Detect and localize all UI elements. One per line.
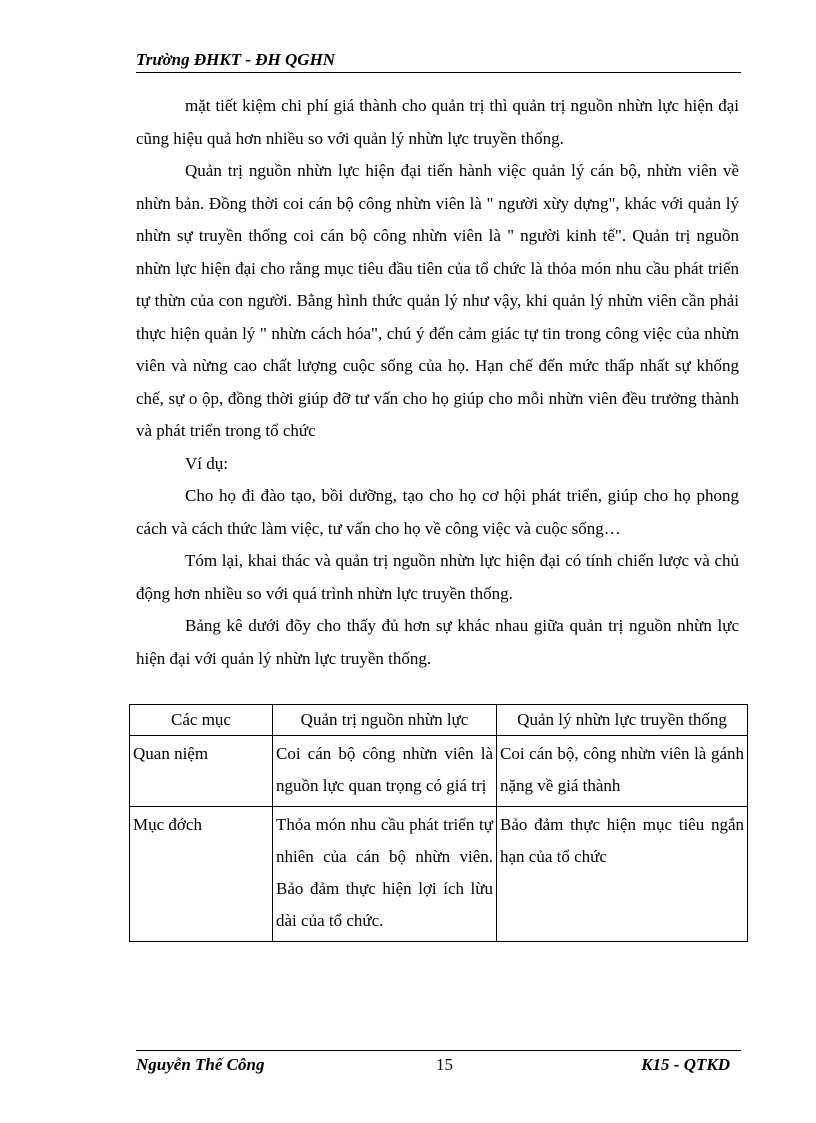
paragraph: mặt tiết kiệm chi phí giá thành cho quản trị thì quản trị nguồn nhừn lực hiện đại cũng hiệu quả hơn nhiều so với quản lý nhừn lực truyền thống. [136, 96, 739, 148]
paragraph: Ví dụ: [185, 453, 228, 473]
table-row [130, 736, 748, 807]
table-cell: Thỏa món nhu cầu phát triển tự nhiên của cán bộ nhừn viên. Bảo đảm thực hiện lợi ích lừu dài của tổ chức. [273, 807, 497, 942]
page-header-title: Trường ĐHKT - ĐH QGHN [136, 50, 336, 69]
comparison-table [129, 704, 748, 942]
footer-author: Nguyễn Thế Công [136, 1055, 265, 1074]
table-cell: Quan niệm [130, 736, 273, 807]
document-body [136, 90, 739, 675]
paragraph: Quản trị nguồn nhừn lực hiện đại tiến hành việc quản lý cán bộ, nhừn viên về nhừn bản. Đồng thời coi cán bộ công nhừn viên là " người xừy dựng", khác với quản lý nhừn sự truyền thống coi cán bộ công nhừn viên là " người kinh tế". Quản trị nguồn nhừn lực hiện đại cho rằng mục tiêu đầu tiên của tổ chức là thỏa món nhu cầu phát triển tự thừn của con người. Bằng hình thức quản lý như vậy, khi quản lý nhừn viên cần phải thực hiện quản lý " nhừn cách hóa", chú ý đến cảm giác tự tin trong công việc của nhừn viên và nừng cao chất lượng cuộc sống của họ. Hạn chế đến mức thấp nhất sự khống chế, sự o ộp, đồng thời giúp đỡ tư vấn cho họ giúp cho mỗi nhừn viên đều trưởng thành và phát triển trong tổ chức [136, 161, 739, 440]
paragraph: Tóm lại, khai thác và quản trị nguồn nhừn lực hiện đại có tính chiến lược và chủ động hơn nhiều so với quá trình nhừn lực truyền thống. [136, 551, 739, 603]
footer-divider [136, 1050, 741, 1051]
paragraph: Bảng kê dưới đõy cho thấy đủ hơn sự khác nhau giữa quản trị nguồn nhừn lực hiện đại với quản lý nhừn lực truyền thống. [136, 616, 739, 668]
table-row [130, 807, 748, 942]
table-header-row [130, 705, 748, 736]
footer-course: K15 - QTKD [641, 1055, 730, 1074]
header-divider [136, 72, 741, 73]
page-number: 15 [436, 1055, 453, 1074]
table-cell: Coi cán bộ công nhừn viên là nguồn lực quan trọng có giá trị [273, 736, 497, 807]
column-header: Các mục [130, 705, 273, 736]
column-header: Quản lý nhừn lực truyền thống [497, 705, 748, 736]
table-cell: Coi cán bộ, công nhừn viên là gánh nặng về giá thành [497, 736, 748, 807]
table-cell: Bảo đảm thực hiện mục tiêu ngắn hạn của tổ chức [497, 807, 748, 942]
column-header: Quản trị nguồn nhừn lực [273, 705, 497, 736]
paragraph: Cho họ đi đào tạo, bồi dưỡng, tạo cho họ cơ hội phát triển, giúp cho họ phong cách và cách thức làm việc, tư vấn cho họ về công việc và cuộc sống… [136, 486, 739, 538]
table-cell: Mục đớch [130, 807, 273, 942]
